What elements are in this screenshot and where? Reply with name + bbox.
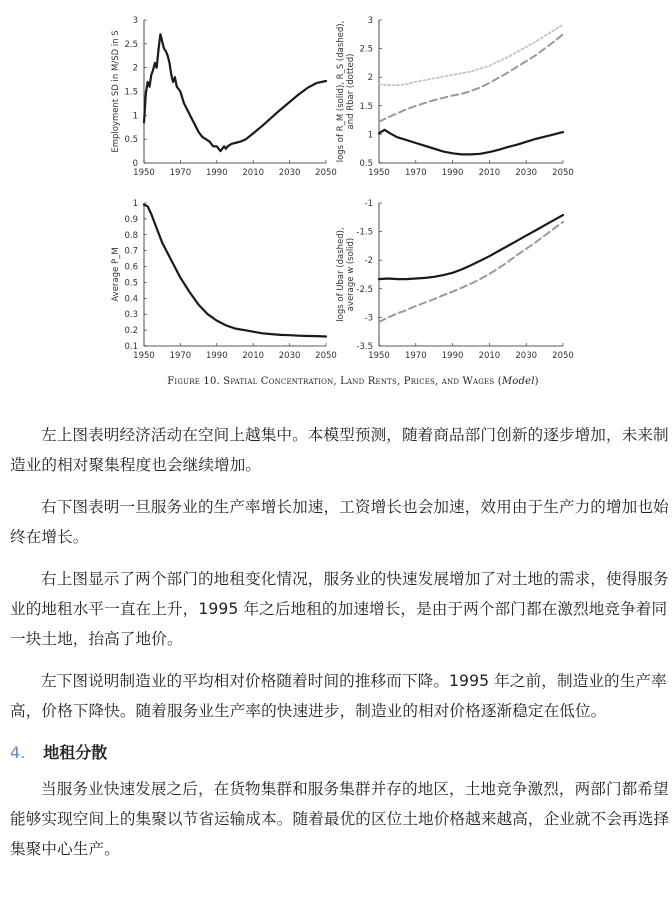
figure-10 [100, 0, 606, 405]
x-tick-label: 2010 [242, 351, 265, 361]
chart-panel-bottom-right [336, 199, 574, 361]
series-line-ubar [379, 222, 563, 322]
y-tick-label: -2.5 [356, 284, 373, 295]
figure-svg [100, 0, 606, 372]
x-tick-label: 1990 [205, 351, 228, 361]
chart-panel-top-left [111, 16, 337, 178]
y-tick-label: 0.8 [124, 230, 138, 241]
paragraph-3: 右上图显示了两个部门的地租变化情况，服务业的快速发展增加了对土地的需求，使得服务业的地租水平一直在上升，1995 年之后地租的加速增长，是由于两个部门都在激烈地竞争着同一块土地，抬高了地价。 [10, 570, 669, 648]
y-axis-label: average w (solid) [346, 237, 356, 312]
y-tick-label: 1 [132, 111, 138, 122]
series-line-r-m [379, 130, 563, 155]
x-tick-label: 1990 [441, 351, 464, 361]
y-axis-label: Average P_M [111, 247, 121, 302]
x-tick-label: 2050 [552, 168, 574, 178]
series-line-employment-sd-ratio [144, 34, 326, 151]
x-tick-label: 1990 [441, 168, 464, 178]
x-tick-label: 2010 [242, 168, 265, 178]
y-tick-label: 0.5 [124, 278, 138, 289]
x-tick-label: 1990 [205, 168, 228, 178]
x-tick-label: 1950 [368, 351, 390, 361]
x-tick-label: 1970 [404, 168, 427, 178]
y-tick-label: 0.1 [124, 342, 138, 352]
y-tick-label: 2.5 [359, 44, 373, 55]
y-tick-label: 1 [367, 130, 373, 141]
y-tick-label: 2.5 [124, 39, 138, 50]
y-tick-label: -1 [364, 199, 373, 209]
figure-caption [100, 376, 606, 387]
x-tick-label: 2030 [278, 168, 301, 178]
section-number: 4. [10, 743, 26, 762]
y-tick-label: 0.7 [124, 246, 138, 257]
y-tick-label: 1.5 [359, 101, 373, 112]
y-tick-label: 1.5 [124, 87, 138, 98]
caption-prefix: Figure 10. Spatial Concentration, Land Rents, Prices, and Wages ( [167, 376, 502, 387]
section-title: 地租分散 [43, 743, 108, 762]
y-tick-label: -3 [364, 313, 373, 324]
x-tick-label: 2010 [478, 168, 501, 178]
caption-suffix: ) [534, 376, 539, 387]
series-line-r-s [379, 34, 563, 122]
paragraph-5: 当服务业快速发展之后，在货物集群和服务集群并存的地区，土地竞争激烈，两部门都希望能够实现空间上的集聚以节省运输成本。随着最优的区位土地价格越来越高，企业就不会再选择集聚中心生产。 [10, 780, 670, 858]
y-axis-label: logs of Ubar (dashed), [336, 227, 346, 322]
x-tick-label: 1970 [404, 351, 427, 361]
y-tick-label: 1 [132, 199, 138, 209]
chart-panel-bottom-left [111, 199, 337, 361]
y-tick-label: -3.5 [356, 342, 373, 352]
x-tick-label: 1950 [133, 351, 155, 361]
caption-model: Model [501, 376, 535, 387]
paragraph-1: 左上图表明经济活动在空间上越集中。本模型预测，随着商品部门创新的逐步增加，未来制造业的相对聚集程度也会继续增加。 [10, 426, 669, 474]
y-tick-label: 0.4 [124, 294, 138, 305]
chart-panel-top-right [336, 16, 574, 178]
x-tick-label: 2030 [515, 168, 538, 178]
y-tick-label: 0.9 [124, 214, 138, 225]
y-tick-label: 2 [367, 73, 373, 84]
paragraph-4: 左下图说明制造业的平均相对价格随着时间的推移而下降。1995 年之前，制造业的生产率高，价格下降快。随着服务业生产率的快速进步，制造业的相对价格逐渐稳定在低位。 [10, 672, 667, 720]
paragraph-2: 右下图表明一旦服务业的生产率增长加速，工资增长也会加速，效用由于生产力的增加也始终在增长。 [10, 498, 669, 546]
y-tick-label: 0.6 [124, 262, 138, 273]
y-tick-label: 0 [132, 159, 138, 169]
x-tick-label: 1950 [368, 168, 390, 178]
x-tick-label: 2030 [278, 351, 301, 361]
y-tick-label: 3 [132, 16, 138, 26]
y-axis-label: and Rbar (dotted) [346, 53, 356, 130]
x-tick-label: 1950 [133, 168, 155, 178]
x-tick-label: 2030 [515, 351, 538, 361]
y-axis-label: Employment SD in M/SD in S [111, 30, 121, 153]
x-tick-label: 1970 [169, 351, 192, 361]
x-tick-label: 2010 [478, 351, 501, 361]
section-heading [10, 738, 670, 768]
y-tick-label: 2 [132, 63, 138, 74]
series-line-average-p-m [144, 205, 326, 337]
x-tick-label: 2050 [552, 351, 574, 361]
x-tick-label: 2050 [315, 168, 337, 178]
y-tick-label: 0.5 [124, 135, 138, 146]
y-axis-label: logs of R_M (solid), R_S (dashed), [336, 20, 346, 163]
article-body [10, 420, 670, 876]
y-tick-label: 0.3 [124, 310, 138, 321]
y-tick-label: 0.5 [359, 159, 373, 169]
series-line-average-w [379, 215, 563, 279]
y-tick-label: -2 [364, 256, 373, 267]
y-tick-label: -1.5 [356, 227, 373, 238]
x-tick-label: 1970 [169, 168, 192, 178]
y-tick-label: 3 [367, 16, 373, 26]
x-tick-label: 2050 [315, 351, 337, 361]
y-tick-label: 0.2 [124, 326, 138, 337]
